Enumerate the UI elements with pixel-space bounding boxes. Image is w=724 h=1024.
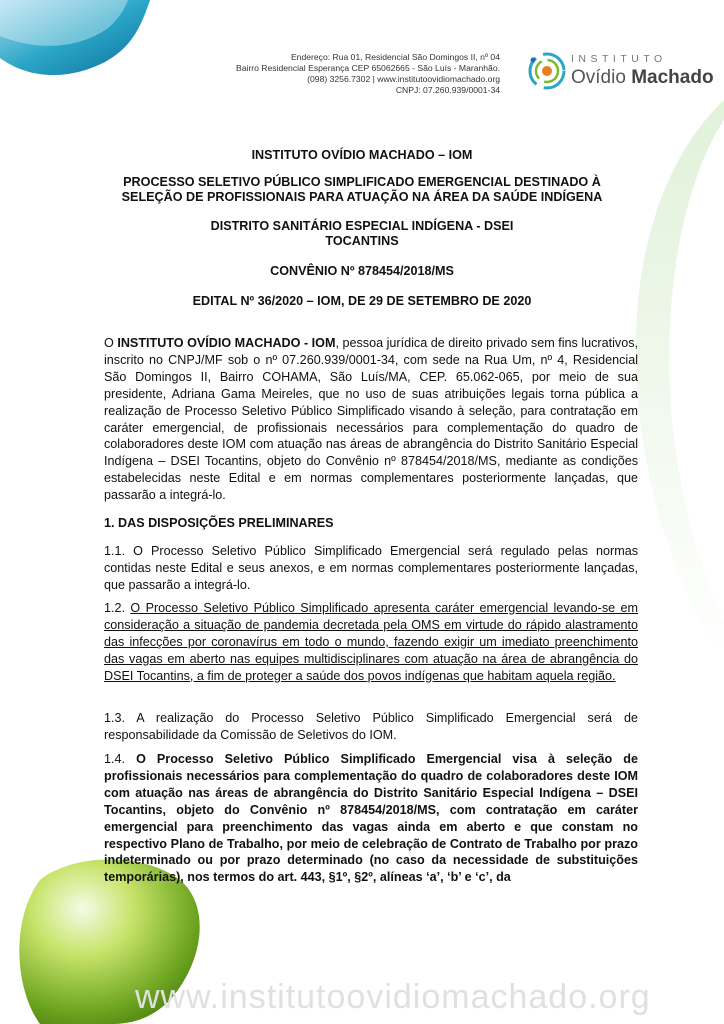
intro-text: , pessoa jurídica de direito privado sem fins lucrativos, inscrito no CNPJ/MF sob o nº 07.260.939/0001-34, com sede na Rua Um, nº 4, Residencial São Domingos II, Bairro COHAMA, São Luís/MA, CEP. 65.062-065, por meio de sua presidente, Adriana Gama Meireles, que no uso de suas atribuições legais torna pública a realização de Processo Seletivo Público Simplificado visando à seleção, para contratação em caráter emergencial, de profissionais necessários para complementação do quadro de colaboradores deste IOM com atuação nas áreas de abrangência do Distrito Sanitário Especial Indígena – DSEI Tocantins, objeto do Convênio nº 878454/2018/MS, mediante as condições estabelecidas neste Edital e em normas complementares posteriormente lançadas, que passarão a integrá-lo. <box>104 336 639 503</box>
section-heading: 1. DAS DISPOSIÇÕES PRELIMINARES <box>104 516 334 530</box>
logo-name-second: Machado <box>631 67 714 88</box>
title-district <box>72 219 652 249</box>
logo-text-institute: INSTITUTO <box>571 53 667 65</box>
clause-1-4-text: O Processo Seletivo Público Simplificado Emergencial visa à seleção de profissionais necessários para complementação do quadro de colaboradores deste IOM com atuação nas áreas de abrangência do Distrito Sanitário Especial Indígena – DSEI Tocantins, objeto do Convênio nº 878454/2018/MS, com contratação em caráter emergencial para preenchimento das vagas ainda em aberto e que constam no respectivo Plano de Trabalho, por meio de celebração de Contrato de Trabalho por prazo indeterminado ou por prazo determinado (no caso da necessidade de substituições temporárias), nos termos do art. 443, §1º, §2º, alíneas ‘a’, ‘b’ e ‘c’, da <box>104 752 638 885</box>
address-line: (098) 3256.7302 | www.institutoovidiomachado.org <box>307 74 500 84</box>
title-edital: EDITAL Nº 36/2020 – IOM, DE 29 DE SETEMBRO DE 2020 <box>192 294 532 308</box>
address-line: Bairro Residencial Esperança CEP 65062665 - São Luís - Maranhão. <box>235 63 500 73</box>
clause-number: 1.2. <box>104 601 131 615</box>
address-line: Endereço: Rua 01, Residencial São Domingos II, nº 04 <box>290 52 500 62</box>
title-process-line: SELEÇÃO DE PROFISSIONAIS PARA ATUAÇÃO NA ÁREA DA SAÚDE INDÍGENA <box>121 190 603 204</box>
clause-1-3: 1.3. A realização do Processo Seletivo Público Simplificado Emergencial será de responsabilidade da Comissão de Seletivos do IOM. <box>104 711 638 742</box>
title-district-line: DISTRITO SANITÁRIO ESPECIAL INDÍGENA - DSEI <box>210 219 514 233</box>
header-address <box>200 52 500 96</box>
title-district-line: TOCANTINS <box>325 234 399 248</box>
clause-1-2 <box>104 600 638 685</box>
intro-institute-name: INSTITUTO OVÍDIO MACHADO - IOM <box>117 336 336 350</box>
clause-1-1: 1.1. O Processo Seletivo Público Simplificado Emergencial será regulado pelas normas contidas neste Edital e seus anexos, e em normas complementares posteriormente lançadas, que passarão a integrá-lo. <box>104 544 638 592</box>
logo-text-name <box>571 67 714 89</box>
address-line: CNPJ: 07.260.939/0001-34 <box>395 85 500 95</box>
logo-name-first: Ovídio <box>571 67 632 88</box>
clause-number: 1.4. <box>104 752 137 766</box>
footer-url: www.institutoovidiomachado.org <box>135 978 651 1016</box>
title-convenio: CONVÊNIO Nº 878454/2018/MS <box>270 264 454 278</box>
intro-paragraph <box>104 335 638 504</box>
clause-1-2-text: O Processo Seletivo Público Simplificado apresenta caráter emergencial levando-se em consideração a situação de pandemia decretada pela OMS em virtude do rápido alastramento das infecções por coronavírus em todo o mundo, fazendo exigir um imediato preenchimento das vagas em aberto nas equipes multidisciplinares com atuação na área de abrangência do DSEI Tocantins, a fim de proteger a saúde dos povos indígenas que habitam aquela região. <box>104 601 638 683</box>
intro-prefix: O <box>104 336 118 350</box>
title-process-line: PROCESSO SELETIVO PÚBLICO SIMPLIFICADO EMERGENCIAL DESTINADO À <box>123 175 601 189</box>
top-left-swoosh-decoration <box>0 0 200 90</box>
title-process <box>72 175 652 205</box>
clause-1-4 <box>104 751 638 886</box>
title-institute: INSTITUTO OVÍDIO MACHADO – IOM <box>251 148 473 162</box>
institute-logo-icon <box>525 50 569 92</box>
